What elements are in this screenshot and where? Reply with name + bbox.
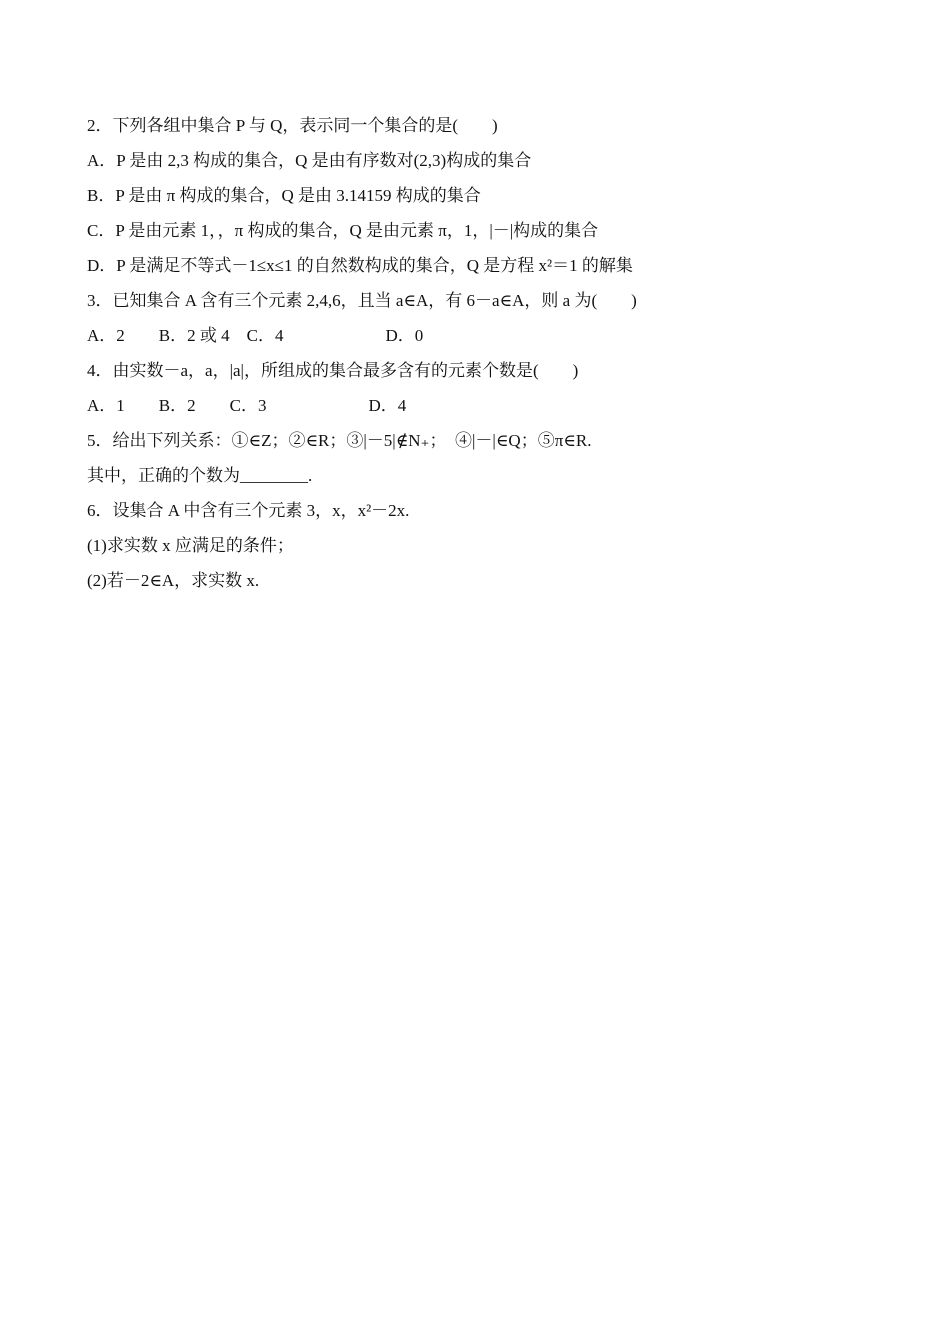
q6-part-1: (1)求实数 x 应满足的条件； [87,536,294,555]
q2-option-b: B．P 是由 π 构成的集合，Q 是由 3.14159 构成的集合 [87,186,481,205]
q6-stem: 6．设集合 A 中含有三个元素 3，x，x²－2x. [87,501,410,520]
q2-option-c: C．P 是由元素 1，，π 构成的集合，Q 是由元素 π，1，|－|构成的集合 [87,221,599,240]
q4-options: A．1 B．2 C．3 D．4 [87,396,407,415]
q6-part-2: (2)若－2∈A，求实数 x. [87,571,260,590]
q5-stem: 5．给出下列关系：①∈Z；②∈R；③|－5|∉N₊； ④|－|∈Q；⑤π∈R. [87,431,592,450]
q3-options: A．2 B．2 或 4 C．4 D．0 [87,326,424,345]
q2-option-d: D．P 是满足不等式－1≤x≤1 的自然数构成的集合，Q 是方程 x²＝1 的解集 [87,256,633,275]
q4-stem: 4．由实数－a，a，|a|，所组成的集合最多含有的元素个数是( ) [87,361,579,380]
q2-stem: 2．下列各组中集合 P 与 Q，表示同一个集合的是( ) [87,116,498,135]
q2-option-a: A．P 是由 2,3 构成的集合，Q 是由有序数对(2,3)构成的集合 [87,151,532,170]
q5-question: 其中，正确的个数为________. [87,466,313,485]
q3-stem: 3．已知集合 A 含有三个元素 2,4,6，且当 a∈A，有 6－a∈A，则 a 为( ) [87,291,637,310]
